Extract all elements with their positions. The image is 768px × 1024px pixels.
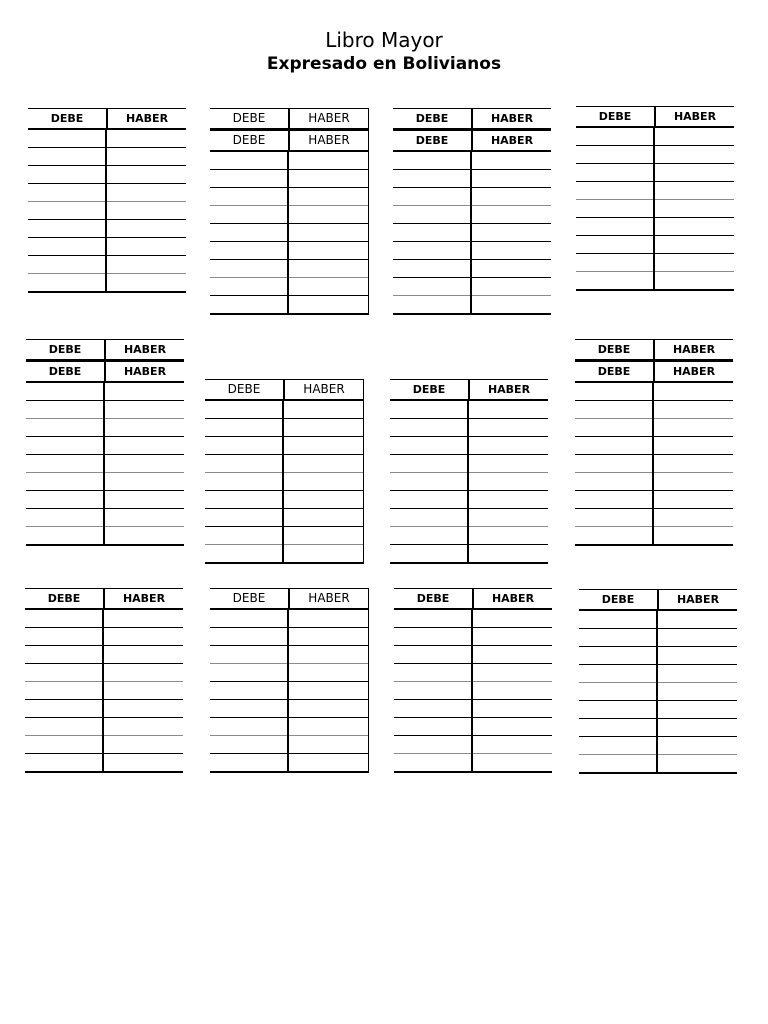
ledger-line[interactable] <box>205 527 363 545</box>
ledger-line[interactable] <box>25 736 183 754</box>
ledger-line[interactable] <box>394 646 552 664</box>
ledger-line[interactable] <box>26 419 184 437</box>
debit-header: DEBE <box>575 362 655 381</box>
t-account-header <box>393 108 551 130</box>
ledger-line[interactable] <box>575 383 733 401</box>
ledger-line[interactable] <box>28 166 186 184</box>
t-account-header <box>393 130 551 152</box>
ledger-line[interactable] <box>394 682 552 700</box>
t-account <box>576 106 734 291</box>
t-account-header <box>26 361 184 383</box>
ledger-line[interactable] <box>575 455 733 473</box>
ledger-line[interactable] <box>579 683 737 701</box>
ledger-line[interactable] <box>390 545 548 564</box>
ledger-line[interactable] <box>28 220 186 238</box>
ledger-line[interactable] <box>25 754 183 773</box>
ledger-line[interactable] <box>575 473 733 491</box>
ledger-line[interactable] <box>26 527 184 546</box>
ledger-line[interactable] <box>579 737 737 755</box>
debit-header: DEBE <box>576 107 656 126</box>
debit-header: DEBE <box>390 380 470 399</box>
ledger-line[interactable] <box>579 665 737 683</box>
debit-header: DEBE <box>393 109 473 128</box>
ledger-line[interactable] <box>205 491 363 509</box>
t-account <box>205 379 364 564</box>
ledger-line[interactable] <box>26 491 184 509</box>
t-account <box>210 588 369 773</box>
ledger-line[interactable] <box>26 401 184 419</box>
t-account-header <box>394 588 552 610</box>
ledger-line[interactable] <box>393 170 551 188</box>
debit-header: DEBE <box>26 362 106 381</box>
t-account <box>25 588 183 773</box>
page-title: Libro Mayor <box>325 28 443 52</box>
t-account-body <box>25 610 183 773</box>
ledger-line[interactable] <box>205 401 363 419</box>
credit-header: HABER <box>123 343 167 356</box>
ledger-line[interactable] <box>390 419 548 437</box>
ledger-line[interactable] <box>210 610 368 628</box>
ledger-line[interactable] <box>25 718 183 736</box>
t-account <box>579 589 737 774</box>
t-account-divider <box>287 152 289 315</box>
ledger-line[interactable] <box>576 128 734 146</box>
t-account-divider <box>470 152 472 315</box>
credit-header: HABER <box>125 112 169 125</box>
t-account-body <box>575 383 733 546</box>
t-account-divider <box>105 130 107 293</box>
ledger-line[interactable] <box>210 206 368 224</box>
ledger-line[interactable] <box>575 527 733 546</box>
ledger-line[interactable] <box>393 206 551 224</box>
ledger-line[interactable] <box>205 473 363 491</box>
credit-header: HABER <box>676 593 720 606</box>
t-account-body <box>210 610 368 773</box>
ledger-line[interactable] <box>210 700 368 718</box>
t-account <box>393 108 551 315</box>
t-account <box>28 108 186 293</box>
credit-header: HABER <box>123 365 167 378</box>
ledger-line[interactable] <box>210 278 368 296</box>
ledger-line[interactable] <box>579 611 737 629</box>
debit-header: DEBE <box>28 109 108 128</box>
t-account-header <box>575 339 733 361</box>
t-account-header <box>26 339 184 361</box>
ledger-line[interactable] <box>210 242 368 260</box>
ledger-line[interactable] <box>25 610 183 628</box>
ledger-line[interactable] <box>579 755 737 774</box>
debit-header: DEBE <box>393 131 473 150</box>
ledger-line[interactable] <box>390 473 548 491</box>
t-account-header <box>210 588 368 610</box>
t-account-body <box>28 130 186 293</box>
t-account-divider <box>652 383 654 546</box>
t-account-body <box>576 128 734 291</box>
ledger-line[interactable] <box>575 401 733 419</box>
credit-header: HABER <box>672 343 716 356</box>
ledger-line[interactable] <box>210 152 368 170</box>
ledger-line[interactable] <box>28 256 186 274</box>
ledger-line[interactable] <box>205 419 363 437</box>
t-account-body <box>390 401 548 564</box>
t-account-body <box>210 152 368 315</box>
t-account-body <box>205 401 363 564</box>
ledger-line[interactable] <box>579 647 737 665</box>
ledger-line[interactable] <box>390 509 548 527</box>
ledger-line[interactable] <box>393 278 551 296</box>
credit-header: HABER <box>491 592 535 605</box>
ledger-line[interactable] <box>575 509 733 527</box>
ledger-line[interactable] <box>26 473 184 491</box>
credit-header: HABER <box>308 133 350 147</box>
ledger-line[interactable] <box>25 646 183 664</box>
ledger-line[interactable] <box>205 545 363 564</box>
ledger-line[interactable] <box>393 260 551 278</box>
debit-header: DEBE <box>394 589 474 608</box>
ledger-line[interactable] <box>393 224 551 242</box>
ledger-line[interactable] <box>390 401 548 419</box>
ledger-line[interactable] <box>28 184 186 202</box>
t-account-header <box>210 130 368 152</box>
t-account-divider <box>287 610 289 773</box>
ledger-line[interactable] <box>210 682 368 700</box>
credit-header: HABER <box>308 591 350 605</box>
ledger-line[interactable] <box>390 455 548 473</box>
ledger-line[interactable] <box>394 700 552 718</box>
debit-header: DEBE <box>26 340 106 359</box>
t-account-header <box>575 361 733 383</box>
ledger-line[interactable] <box>28 238 186 256</box>
ledger-line[interactable] <box>26 437 184 455</box>
ledger-line[interactable] <box>579 719 737 737</box>
debit-header: DEBE <box>205 380 285 399</box>
ledger-line[interactable] <box>394 754 552 773</box>
ledger-line[interactable] <box>210 736 368 754</box>
credit-header: HABER <box>303 382 345 396</box>
t-account-divider <box>471 610 473 773</box>
ledger-line[interactable] <box>576 254 734 272</box>
t-account-body <box>26 383 184 546</box>
debit-header: DEBE <box>579 590 659 609</box>
ledger-line[interactable] <box>576 146 734 164</box>
t-account-header <box>25 588 183 610</box>
ledger-line[interactable] <box>394 736 552 754</box>
t-account-header <box>576 106 734 128</box>
page-subtitle: Expresado en Bolivianos <box>266 54 502 74</box>
t-account-header <box>579 589 737 611</box>
t-account-divider <box>103 383 105 546</box>
credit-header: HABER <box>308 111 350 125</box>
ledger-line[interactable] <box>210 628 368 646</box>
credit-header: HABER <box>122 592 166 605</box>
debit-header: DEBE <box>25 589 105 608</box>
credit-header: HABER <box>673 110 717 123</box>
debit-header: DEBE <box>210 109 290 128</box>
ledger-line[interactable] <box>210 296 368 315</box>
ledger-line[interactable] <box>26 455 184 473</box>
t-account-divider <box>282 401 284 564</box>
t-account-header <box>390 379 548 401</box>
ledger-line[interactable] <box>393 242 551 260</box>
ledger-line[interactable] <box>210 224 368 242</box>
t-account <box>394 588 552 773</box>
t-account <box>390 379 548 564</box>
credit-header: HABER <box>487 383 531 396</box>
t-account <box>26 339 184 546</box>
ledger-line[interactable] <box>576 164 734 182</box>
ledger-line[interactable] <box>390 491 548 509</box>
ledger-line[interactable] <box>394 718 552 736</box>
ledger-line[interactable] <box>575 437 733 455</box>
ledger-line[interactable] <box>26 383 184 401</box>
ledger-line[interactable] <box>576 218 734 236</box>
ledger-line[interactable] <box>393 296 551 315</box>
ledger-line[interactable] <box>575 491 733 509</box>
t-account-body <box>579 611 737 774</box>
credit-header: HABER <box>490 112 534 125</box>
ledger-line[interactable] <box>579 629 737 647</box>
t-account <box>210 108 369 315</box>
t-account <box>575 339 733 546</box>
credit-header: HABER <box>490 134 534 147</box>
ledger-line[interactable] <box>394 664 552 682</box>
debit-header: DEBE <box>210 589 290 608</box>
ledger-line[interactable] <box>575 419 733 437</box>
t-account-header <box>28 108 186 130</box>
ledger-line[interactable] <box>25 700 183 718</box>
ledger-line[interactable] <box>393 152 551 170</box>
ledger-line[interactable] <box>210 188 368 206</box>
ledger-line[interactable] <box>25 628 183 646</box>
ledger-line[interactable] <box>28 130 186 148</box>
ledger-line[interactable] <box>576 272 734 291</box>
debit-header: DEBE <box>210 131 290 150</box>
t-account-divider <box>653 128 655 291</box>
ledger-line[interactable] <box>28 202 186 220</box>
ledger-line[interactable] <box>390 437 548 455</box>
ledger-line[interactable] <box>394 628 552 646</box>
t-account-divider <box>656 611 658 774</box>
ledger-line[interactable] <box>210 754 368 773</box>
ledger-line[interactable] <box>210 170 368 188</box>
t-account-body <box>393 152 551 315</box>
ledger-line[interactable] <box>394 610 552 628</box>
ledger-line[interactable] <box>205 509 363 527</box>
t-account-body <box>394 610 552 773</box>
t-account-divider <box>467 401 469 564</box>
ledger-line[interactable] <box>576 182 734 200</box>
ledger-line[interactable] <box>205 455 363 473</box>
ledger-line[interactable] <box>210 260 368 278</box>
t-account-header <box>210 108 368 130</box>
ledger-line[interactable] <box>210 664 368 682</box>
ledger-line[interactable] <box>576 200 734 218</box>
ledger-line[interactable] <box>210 646 368 664</box>
ledger-line[interactable] <box>390 527 548 545</box>
ledger-line[interactable] <box>393 188 551 206</box>
t-account-header <box>205 379 363 401</box>
ledger-line[interactable] <box>25 664 183 682</box>
debit-header: DEBE <box>575 340 655 359</box>
ledger-line[interactable] <box>210 718 368 736</box>
ledger-line[interactable] <box>28 274 186 293</box>
t-account-divider <box>102 610 104 773</box>
ledger-line[interactable] <box>26 509 184 527</box>
ledger-line[interactable] <box>579 701 737 719</box>
ledger-line[interactable] <box>205 437 363 455</box>
ledger-line[interactable] <box>576 236 734 254</box>
ledger-line[interactable] <box>25 682 183 700</box>
ledger-line[interactable] <box>28 148 186 166</box>
credit-header: HABER <box>672 365 716 378</box>
